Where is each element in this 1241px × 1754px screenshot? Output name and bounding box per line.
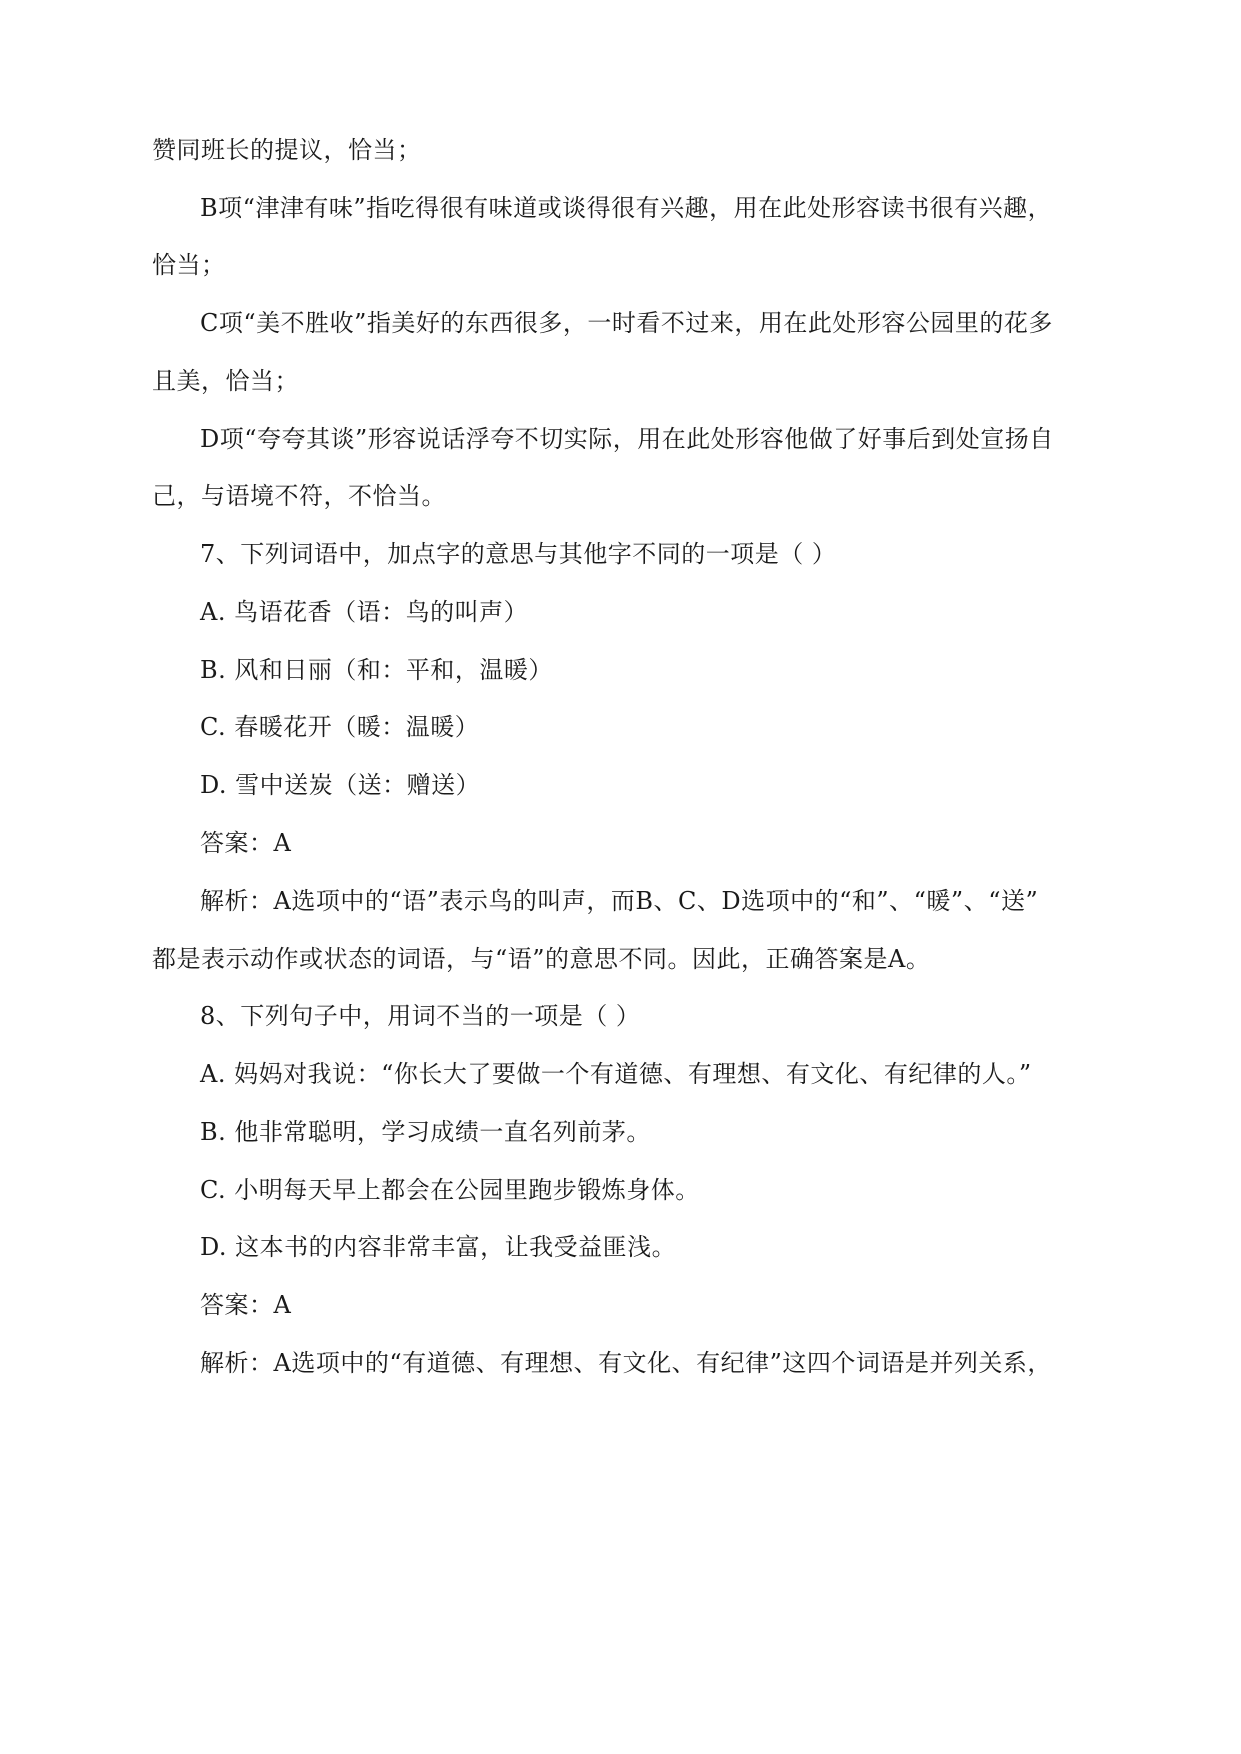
text-line-2: B项“津津有味”指吃得很有味道或谈得很有兴趣，用在此处形容读书很有兴趣， <box>200 194 1053 222</box>
text-line-5: 且美，恰当； <box>152 367 299 395</box>
option-7d: D. 雪中送炭（送：赠送） <box>200 771 481 799</box>
option-8a: A. 妈妈对我说：“你长大了要做一个有道德、有理想、有文化、有纪律的人。” <box>200 1060 1032 1088</box>
text-line-1: 赞同班长的提议，恰当； <box>152 136 422 164</box>
text-line-6: D项“夸夸其谈”形容说话浮夸不切实际，用在此处形容他做了好事后到处宣扬自 <box>200 425 1054 453</box>
text-line-3: 恰当； <box>152 251 226 279</box>
text-line-4: C项“美不胜收”指美好的东西很多，一时看不过来，用在此处形容公园里的花多 <box>200 309 1053 337</box>
text-line-7: 己，与语境不符，不恰当。 <box>152 482 446 510</box>
analysis-7-line-2: 都是表示动作或状态的词语，与“语”的意思不同。因此，正确答案是A。 <box>152 945 931 973</box>
option-7a: A. 鸟语花香（语：鸟的叫声） <box>200 598 529 626</box>
analysis-8-line-1: 解析：A选项中的“有道德、有理想、有文化、有纪律”这四个词语是并列关系， <box>200 1349 1052 1377</box>
question-8: 8、下列句子中，用词不当的一项是（ ） <box>200 1002 641 1030</box>
option-8c: C. 小明每天早上都会在公园里跑步锻炼身体。 <box>200 1176 700 1204</box>
option-8d: D. 这本书的内容非常丰富，让我受益匪浅。 <box>200 1233 677 1261</box>
option-7c: C. 春暖花开（暖：温暖） <box>200 713 480 741</box>
analysis-7-line-1: 解析：A选项中的“语”表示鸟的叫声，而B、C、D选项中的“和”、“暖”、“送” <box>200 887 1039 915</box>
answer-7: 答案：A <box>200 829 292 857</box>
option-7b: B. 风和日丽（和：平和，温暖） <box>200 656 553 684</box>
option-8b: B. 他非常聪明，学习成绩一直名列前茅。 <box>200 1118 651 1146</box>
answer-8: 答案：A <box>200 1291 292 1319</box>
question-7: 7、下列词语中，加点字的意思与其他字不同的一项是（ ） <box>200 540 837 568</box>
